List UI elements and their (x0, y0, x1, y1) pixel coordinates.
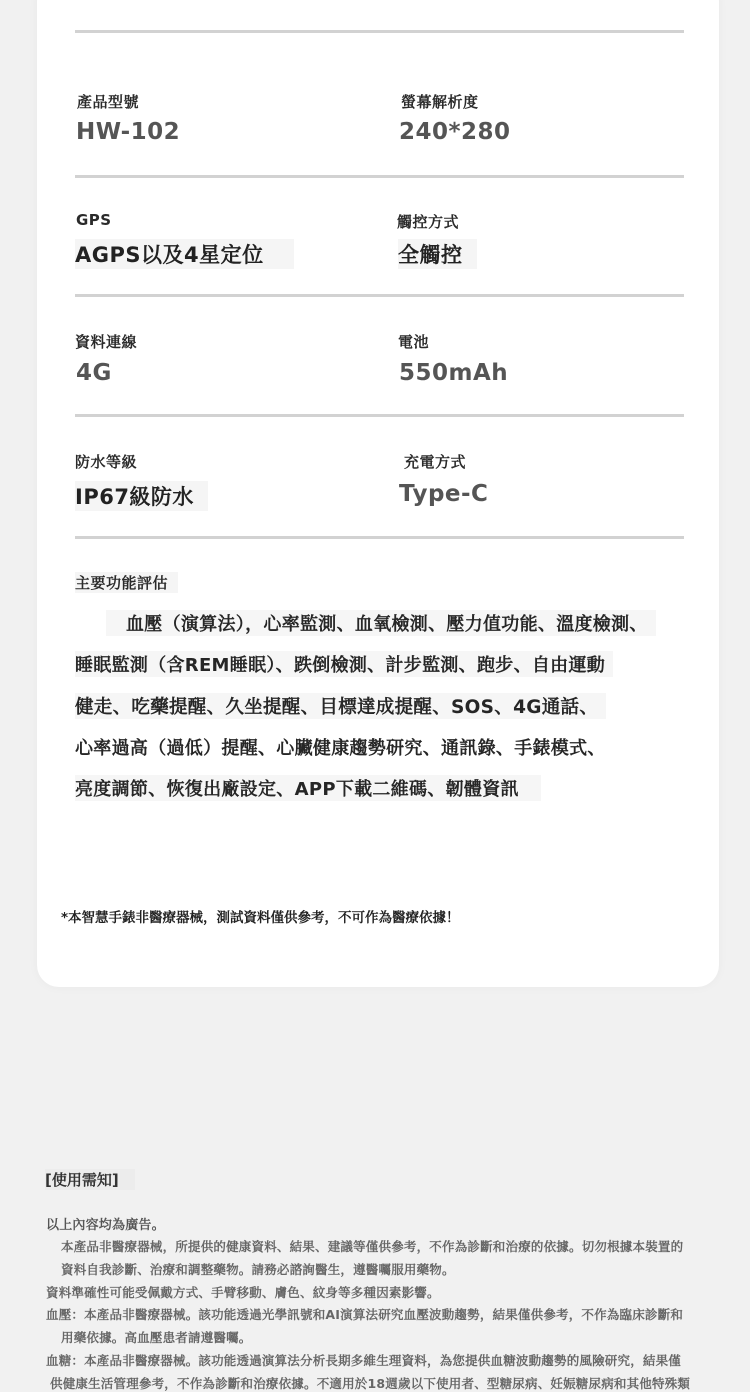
divider (75, 414, 684, 417)
spec-label-touch: 觸控方式 (397, 213, 460, 231)
spec-value-battery: 550mAh (399, 360, 509, 386)
spec-value-connection: 4G (76, 360, 112, 386)
usage-note: 血壓：本產品非醫療器械。該功能透過光學訊號和AI演算法研究血壓波動趨勢，結果僅供參考，不作為臨床診斷和 (46, 1307, 684, 1322)
spec-label-waterproof: 防水等級 (75, 453, 138, 471)
spec-value-model: HW-102 (76, 119, 181, 145)
spec-label-resolution: 螢幕解析度 (401, 93, 479, 111)
spec-value-gps: AGPS以及4星定位 (75, 239, 294, 269)
usage-note: 血糖：本產品非醫療器械。該功能透過演算法分析長期多維生理資料，為您提供血糖波動趨勢的風險研究，結果僅 (46, 1353, 682, 1368)
divider (75, 294, 684, 297)
feature-line: 心率過高（過低）提醒、心臟健康趨勢研究、通訊錄、手錶模式、 (75, 738, 606, 759)
spec-label-battery: 電池 (398, 333, 430, 351)
features-title: 主要功能評估 (75, 572, 178, 593)
feature-line: 亮度調節、恢復出廠設定、APP下載二維碼、韌體資訊 (75, 775, 541, 801)
usage-note: 資料自我診斷、治療和調整藥物。請務必諮詢醫生，遵醫囑服用藥物。 (61, 1262, 455, 1277)
feature-line: 睡眠監測（含REM睡眠）、跌倒檢測、計步監測、跑步、自由運動 (75, 651, 613, 677)
spec-value-waterproof: IP67級防水 (75, 481, 208, 511)
divider (75, 175, 684, 178)
usage-note: 以上內容均為廣告。 (46, 1218, 165, 1233)
spec-label-gps: GPS (76, 211, 112, 229)
spec-value-touch: 全觸控 (398, 239, 477, 269)
feature-line: 血壓（演算法），心率監測、血氧檢測、壓力值功能、溫度檢測、 (106, 610, 656, 636)
usage-note: 用藥依據。高血壓患者請遵醫囑。 (61, 1330, 252, 1345)
spec-value-resolution: 240*280 (399, 119, 511, 145)
divider (75, 30, 684, 33)
divider (75, 536, 684, 539)
usage-note: 資料準確性可能受佩戴方式、手臂移動、膚色、紋身等多種因素影響。 (46, 1285, 440, 1300)
feature-line: 健走、吃藥提醒、久坐提醒、目標達成提醒、SOS、4G通話、 (75, 693, 606, 719)
usage-notes-title: [使用需知] (45, 1169, 135, 1190)
spec-value-charging: Type-C (399, 481, 489, 507)
usage-note: 本產品非醫療器械，所提供的健康資料、結果、建議等僅供參考，不作為診斷和治療的依據。切勿根據本裝置的 (61, 1239, 684, 1254)
usage-note: 供健康生活管理參考，不作為診斷和治療依據。不適用於18週歲以下使用者、型糖尿病、妊娠糖尿病和其他特殊類 (50, 1376, 691, 1391)
spec-label-charging: 充電方式 (404, 453, 467, 471)
spec-label-connection: 資料連線 (75, 333, 138, 351)
spec-label-model: 產品型號 (77, 93, 140, 111)
medical-disclaimer: *本智慧手錶非醫療器械，測試資料僅供參考，不可作為醫療依據！ (61, 910, 460, 926)
